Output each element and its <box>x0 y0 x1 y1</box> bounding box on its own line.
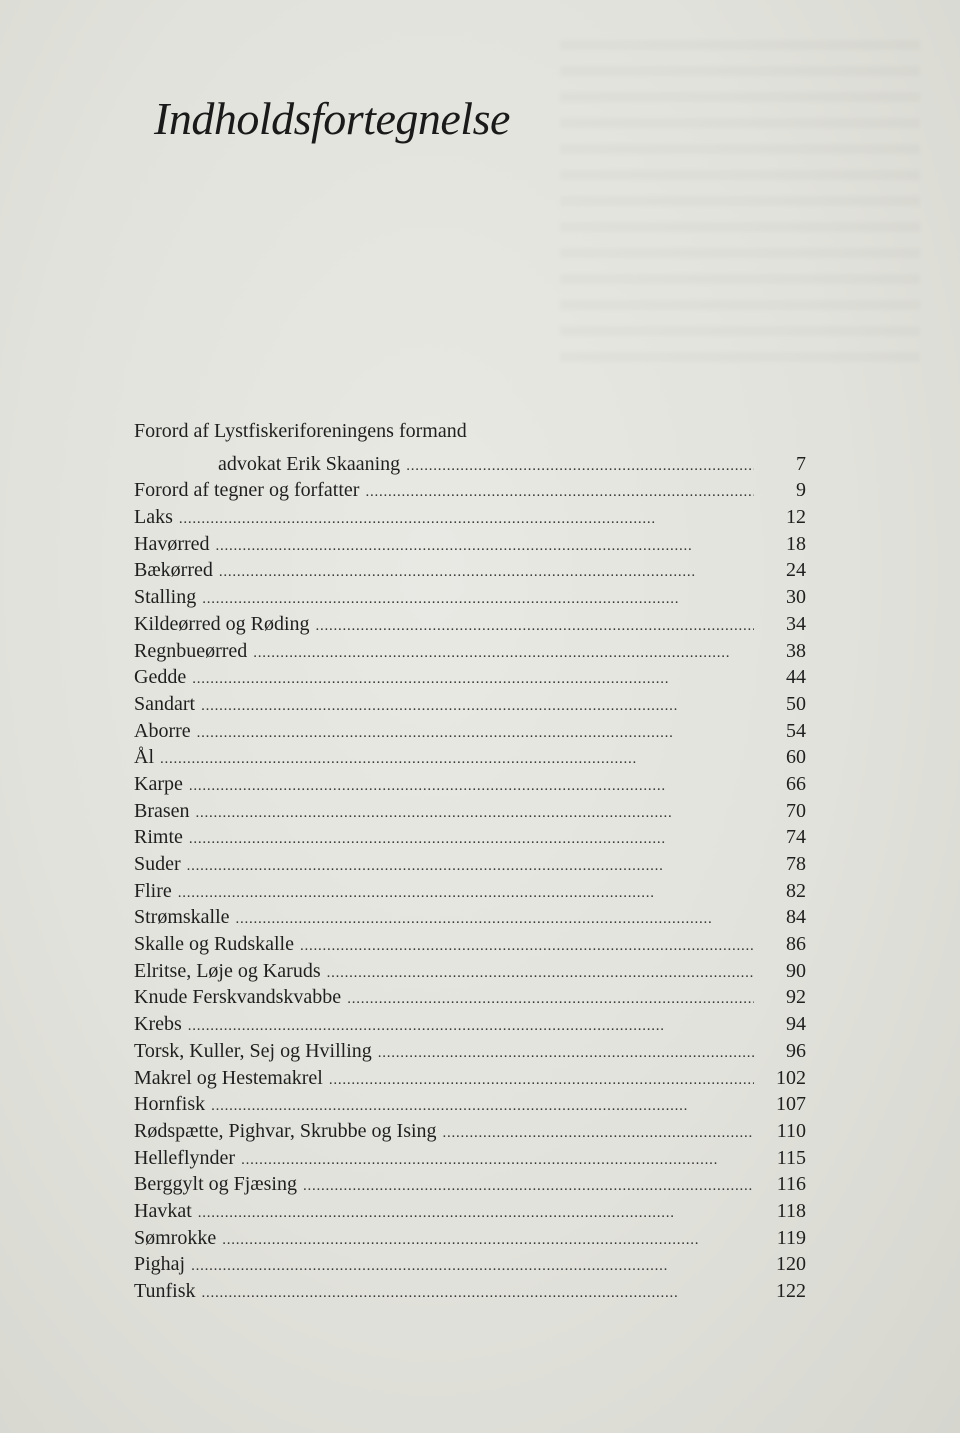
leader-dots <box>303 1178 754 1195</box>
toc-entry-label: Havørred <box>134 532 210 555</box>
leader-dots <box>202 1285 754 1302</box>
toc-entry <box>134 1194 806 1221</box>
toc-entry-label: Ål <box>134 746 154 769</box>
toc-entry-label: Tunfisk <box>134 1280 196 1302</box>
leader-dots <box>406 458 754 475</box>
toc-entry <box>134 794 806 821</box>
toc-page-number: 82 <box>786 879 806 902</box>
leader-dots <box>202 591 754 608</box>
toc-page-number: 70 <box>786 799 806 822</box>
toc-page-number: 66 <box>786 772 806 795</box>
toc-page-number: 24 <box>786 559 806 582</box>
toc-entry <box>134 687 806 714</box>
leader-dots <box>347 991 754 1008</box>
toc-entry <box>134 660 806 687</box>
leader-dots <box>216 538 754 555</box>
toc-page-number: 118 <box>776 1199 806 1222</box>
toc-entry-list <box>134 473 806 1300</box>
toc-entry <box>134 927 806 954</box>
toc-entry-label: Helleflynder <box>134 1146 236 1169</box>
toc-page-number: 110 <box>776 1119 806 1142</box>
leader-dots <box>189 778 754 795</box>
toc-page-number: 12 <box>786 506 806 529</box>
leader-dots <box>179 511 754 528</box>
toc-entry-label: Makrel og Hestemakrel <box>134 1066 323 1089</box>
toc-page-number: 115 <box>776 1146 806 1169</box>
leader-dots <box>178 885 754 902</box>
toc-entry-label: Regnbueørred <box>134 639 248 662</box>
toc-entry <box>134 1034 806 1061</box>
toc-entry-label: Gedde <box>134 666 187 689</box>
leader-dots <box>219 564 754 581</box>
toc-page-number: 44 <box>786 666 806 689</box>
toc-entry <box>134 767 806 794</box>
leader-dots <box>196 805 754 822</box>
toc-entry <box>134 740 806 767</box>
leader-dots <box>316 618 754 635</box>
toc-page-number: 119 <box>776 1226 806 1249</box>
toc-page-number: 54 <box>786 719 806 742</box>
toc-entry <box>134 980 806 1007</box>
toc-entry <box>134 874 806 901</box>
leader-dots <box>201 698 754 715</box>
toc-entry <box>134 1114 806 1141</box>
show-through-text <box>560 40 920 370</box>
toc-entry-label: Krebs <box>134 1013 182 1036</box>
toc-entry <box>134 500 806 527</box>
leader-dots <box>211 1098 754 1115</box>
toc-page-number: 92 <box>786 986 806 1009</box>
toc-entry-label: Brasen <box>134 799 190 822</box>
toc-entry <box>134 473 806 500</box>
toc-page-number: 86 <box>786 933 806 956</box>
leader-dots <box>365 484 754 501</box>
toc-entry-label: Pighaj <box>134 1253 186 1276</box>
toc-entry-label: Aborre <box>134 719 191 742</box>
toc-page-number: 84 <box>786 906 806 929</box>
toc-entry <box>134 954 806 981</box>
leader-dots <box>236 911 754 928</box>
leader-dots <box>222 1232 754 1249</box>
toc-entry-label: Suder <box>134 853 181 875</box>
toc-entry-label: Torsk, Kuller, Sej og Hvilling <box>134 1039 372 1062</box>
leader-dots <box>300 938 754 955</box>
toc-entry <box>134 580 806 607</box>
toc-entry-label: Berggylt og Fjæsing <box>134 1173 297 1196</box>
toc-entry-label: Strømskalle <box>134 906 230 929</box>
toc-entry <box>134 607 806 634</box>
toc-entry-intro-line2 <box>134 447 806 474</box>
toc-page-number: 78 <box>786 853 806 875</box>
toc-page-number: 50 <box>786 692 806 715</box>
toc-entry-label: Flire <box>134 879 172 902</box>
toc-entry <box>134 1061 806 1088</box>
toc-entry <box>134 527 806 554</box>
toc-page-number: 107 <box>776 1093 806 1116</box>
toc-page-number: 120 <box>776 1253 806 1276</box>
toc-entry-label: Laks <box>134 506 173 529</box>
table-of-contents <box>134 420 806 1301</box>
toc-page-number: 102 <box>776 1066 806 1089</box>
toc-entry <box>134 1274 806 1301</box>
toc-page-number: 60 <box>786 746 806 769</box>
leader-dots <box>191 1258 754 1275</box>
toc-page-number: 96 <box>786 1039 806 1062</box>
toc-entry-label: Stalling <box>134 586 197 609</box>
toc-entry <box>134 900 806 927</box>
toc-entry <box>134 1221 806 1248</box>
toc-entry <box>134 847 806 874</box>
toc-entry-label: Kildeørred og Røding <box>134 612 310 635</box>
toc-entry <box>134 1247 806 1274</box>
toc-entry <box>134 1141 806 1168</box>
toc-entry-label: Sømrokke <box>134 1226 217 1249</box>
toc-page-number: 94 <box>786 1013 806 1036</box>
toc-entry-label: Skalle og Rudskalle <box>134 933 294 956</box>
toc-entry-label: Forord af Lystfiskeriforeningens formand <box>134 420 467 442</box>
toc-entry-label: Elritse, Løje og Karuds <box>134 959 321 982</box>
toc-entry-label: Bækørred <box>134 559 213 582</box>
leader-dots <box>188 1018 754 1035</box>
toc-page-number: 74 <box>786 826 806 849</box>
toc-entry-label: Rimte <box>134 826 183 849</box>
toc-entry-label: Havkat <box>134 1199 192 1222</box>
toc-entry-label: Hornfisk <box>134 1093 206 1116</box>
toc-entry-label: Knude Ferskvandskvabbe <box>134 986 342 1009</box>
toc-page-number: 7 <box>796 452 806 475</box>
toc-entry <box>134 820 806 847</box>
toc-entry-label: Sandart <box>134 692 196 715</box>
leader-dots <box>160 751 754 768</box>
leader-dots <box>378 1045 754 1062</box>
toc-page-number: 122 <box>776 1280 806 1302</box>
toc-entry <box>134 634 806 661</box>
leader-dots <box>187 858 754 875</box>
leader-dots <box>253 645 754 662</box>
toc-page-number: 34 <box>786 612 806 635</box>
leader-dots <box>197 725 754 742</box>
toc-entry-label: Rødspætte, Pighvar, Skrubbe og Ising <box>134 1119 437 1142</box>
toc-page-number: 30 <box>786 586 806 609</box>
toc-entry-label: advokat Erik Skaaning <box>218 452 401 475</box>
toc-page-number: 38 <box>786 639 806 662</box>
toc-entry-intro-line1 <box>134 420 806 447</box>
leader-dots <box>327 965 754 982</box>
leader-dots <box>241 1152 754 1169</box>
leader-dots <box>198 1205 754 1222</box>
leader-dots <box>192 671 754 688</box>
toc-entry-label: Forord af tegner og forfatter <box>134 479 360 502</box>
leader-dots <box>329 1072 754 1089</box>
leader-dots <box>189 831 754 848</box>
toc-entry <box>134 553 806 580</box>
toc-entry <box>134 714 806 741</box>
toc-page-number: 18 <box>786 532 806 555</box>
toc-entry <box>134 1167 806 1194</box>
leader-dots <box>443 1125 754 1142</box>
toc-entry <box>134 1087 806 1114</box>
toc-page-number: 9 <box>796 479 806 502</box>
toc-entry <box>134 1007 806 1034</box>
toc-entry-label: Karpe <box>134 772 183 795</box>
toc-page-number: 90 <box>786 959 806 982</box>
toc-page-number: 116 <box>776 1173 806 1196</box>
page-title: Indholdsfortegnelse <box>154 93 510 144</box>
